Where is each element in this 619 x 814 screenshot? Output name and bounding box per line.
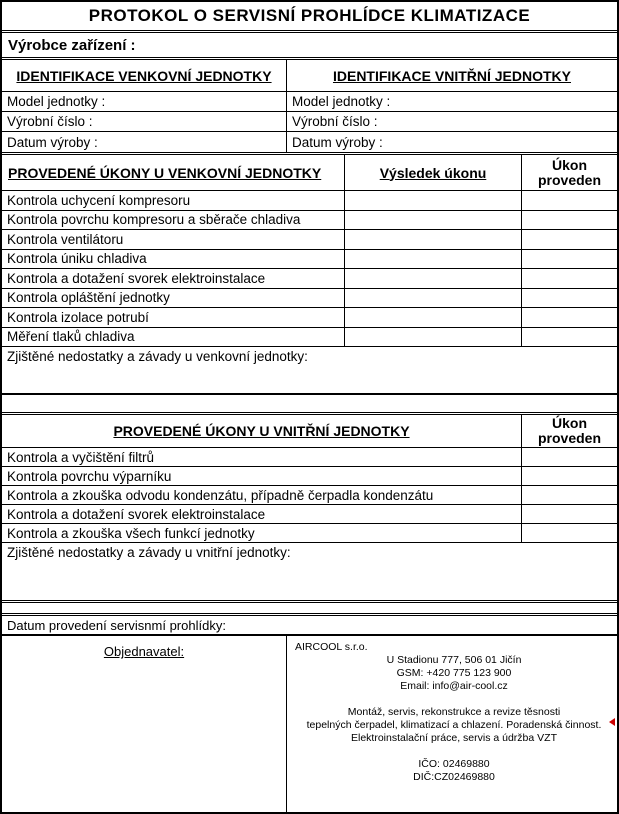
result-cell [345, 250, 522, 269]
done-cell [522, 467, 617, 485]
company-dic: DIČ:CZ02469880 [413, 771, 495, 783]
outdoor-serial-label: Výrobní číslo : [2, 112, 287, 131]
task-label: Kontrola opláštění jednotky [2, 289, 345, 308]
indoor-serial-label: Výrobní číslo : [292, 114, 378, 129]
task-label: Měření tlaků chladiva [2, 328, 345, 347]
indoor-date-label: Datum výroby : [292, 134, 383, 150]
company-info [287, 636, 617, 812]
spacer [295, 693, 613, 706]
outdoor-tasks-section [2, 152, 617, 395]
company-email: Email: info@air-cool.cz [400, 680, 508, 692]
result-column-header: Výsledek úkonu [345, 155, 522, 190]
company-description-line1: Montáž, servis, rekonstrukce a revize těsnosti [347, 706, 561, 718]
table-row [2, 328, 617, 348]
done-column-header: Úkon proveden [537, 415, 601, 446]
identification-header-row [2, 60, 617, 92]
indoor-model-label: Model jednotky : [292, 94, 391, 109]
done-cell [522, 505, 617, 523]
company-description-line2: tepelných čerpadel, klimatizací a chlazení. Poradenská činnost. [306, 719, 602, 731]
company-description-line3: Elektroinstalační práce, servis a údržba VZT [350, 732, 557, 744]
done-cell [522, 328, 617, 347]
result-cell [345, 328, 522, 347]
outdoor-tasks-header-row [2, 155, 617, 191]
task-label: Kontrola a dotažení svorek elektroinstalace [2, 269, 345, 288]
result-cell [345, 308, 522, 327]
result-cell [345, 211, 522, 230]
result-cell [345, 289, 522, 308]
done-cell [522, 308, 617, 327]
done-column-header: Úkon proveden [537, 156, 601, 188]
task-label: Kontrola a dotažení svorek elektroinstalace [2, 505, 522, 523]
indoor-tasks-title: PROVEDENÉ ÚKONY U VNITŘNÍ JEDNOTKY [2, 415, 522, 447]
outdoor-defects-label: Zjištěné nedostatky a závady u venkovní jednotky: [2, 347, 617, 395]
done-cell [522, 191, 617, 210]
done-cell [522, 486, 617, 504]
task-label: Kontrola povrchu kompresoru a sběrače chladiva [2, 211, 345, 230]
company-name: AIRCOOL s.r.o. [295, 641, 368, 653]
done-cell [522, 269, 617, 288]
table-row [2, 486, 617, 505]
table-row [2, 230, 617, 250]
company-gsm: GSM: +420 775 123 900 [396, 667, 512, 679]
table-row [2, 92, 617, 112]
task-label: Kontrola povrchu výparníku [2, 467, 522, 485]
result-cell [345, 230, 522, 249]
result-cell [345, 191, 522, 210]
customer-cell [2, 636, 287, 812]
section-gap [2, 395, 617, 412]
task-label: Kontrola a zkouška všech funkcí jednotky [2, 524, 522, 542]
indoor-tasks-section [2, 412, 617, 603]
outdoor-date-label: Datum výroby : [2, 132, 287, 152]
task-label: Kontrola izolace potrubí [2, 308, 345, 327]
outdoor-model-label: Model jednotky : [2, 92, 287, 111]
empty-row [2, 603, 617, 616]
done-cell [522, 250, 617, 269]
table-row [2, 191, 617, 211]
table-row [2, 211, 617, 231]
done-cell [522, 289, 617, 308]
company-ico: IČO: 02469880 [418, 758, 490, 770]
indoor-unit-header: IDENTIFIKACE VNITŘNÍ JEDNOTKY [332, 67, 571, 84]
task-label: Kontrola uchycení kompresoru [2, 191, 345, 210]
indoor-tasks-header-row [2, 415, 617, 448]
done-cell [522, 230, 617, 249]
outdoor-tasks-title: PROVEDENÉ ÚKONY U VENKOVNÍ JEDNOTKY [2, 155, 345, 190]
table-row [2, 269, 617, 289]
manufacturer-label: Výrobce zařízení : [2, 33, 617, 60]
outdoor-unit-header: IDENTIFIKACE VENKOVNÍ JEDNOTKY [2, 60, 287, 91]
task-label: Kontrola ventilátoru [2, 230, 345, 249]
table-row [2, 132, 617, 152]
identification-section [2, 60, 617, 152]
table-row [2, 112, 617, 132]
indoor-defects-label: Zjištěné nedostatky a závady u vnitřní jednotky: [2, 543, 617, 603]
table-row [2, 308, 617, 328]
footer-section [2, 636, 617, 812]
overflow-marker-icon [609, 718, 615, 726]
done-cell [522, 448, 617, 466]
customer-label: Objednavatel: [103, 644, 185, 659]
task-label: Kontrola a vyčištění filtrů [2, 448, 522, 466]
done-cell [522, 524, 617, 542]
document-title: PROTOKOL O SERVISNÍ PROHLÍDCE KLIMATIZACE [2, 2, 617, 33]
service-date-label: Datum provedení servisnmí prohlídky: [2, 616, 617, 636]
table-row [2, 505, 617, 524]
spacer [295, 745, 613, 758]
result-cell [345, 269, 522, 288]
table-row [2, 524, 617, 543]
table-row [2, 289, 617, 309]
task-label: Kontrola a zkouška odvodu kondenzátu, případně čerpadla kondenzátu [2, 486, 522, 504]
table-row [2, 467, 617, 486]
table-row [2, 250, 617, 270]
company-address: U Stadionu 777, 506 01 Jičín [386, 654, 522, 666]
task-label: Kontrola úniku chladiva [2, 250, 345, 269]
table-row [2, 448, 617, 467]
done-cell [522, 211, 617, 230]
